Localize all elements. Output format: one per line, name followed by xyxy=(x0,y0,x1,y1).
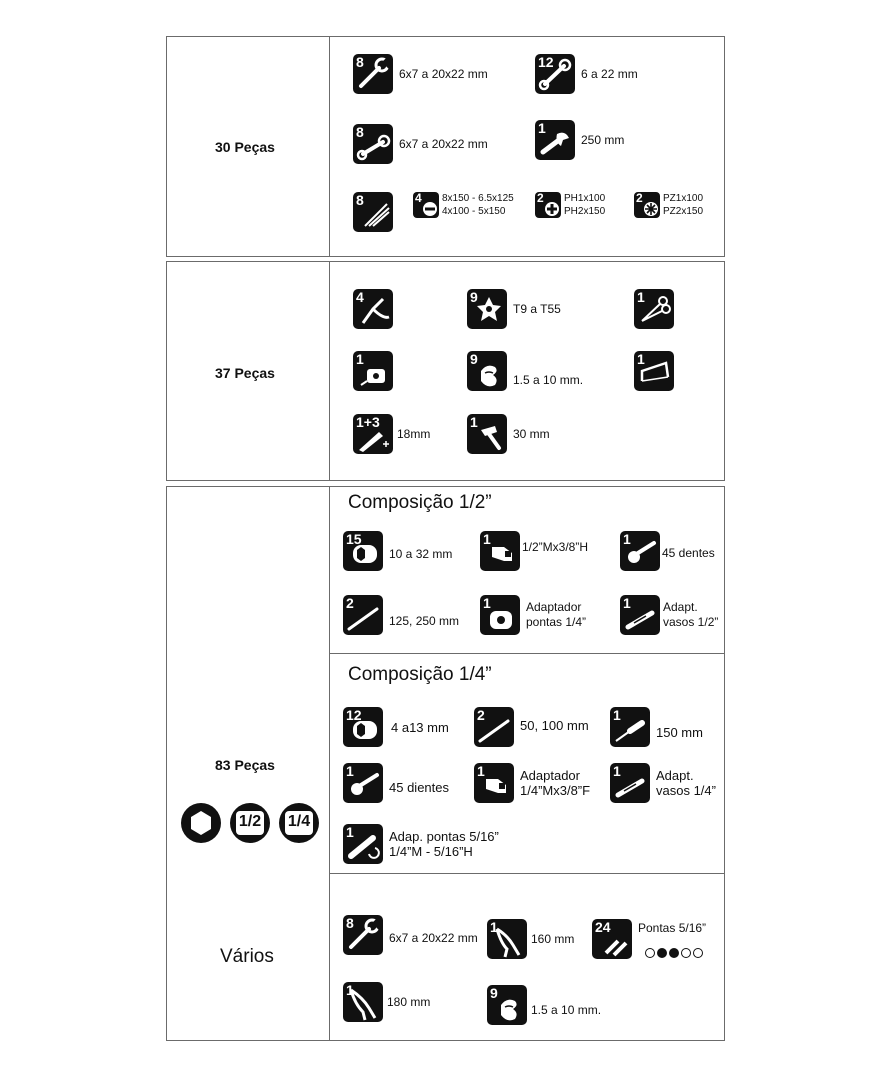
item-text: 150 mm xyxy=(656,724,703,740)
ratchet-icon: 1 xyxy=(343,763,383,803)
bit-types-icons xyxy=(645,948,703,958)
item-text: 125, 250 mm xyxy=(389,613,460,628)
composition-half-title: Composição 1/2” xyxy=(348,492,492,513)
section-divider xyxy=(329,487,330,1040)
pozidriv-bit-icon xyxy=(681,948,691,958)
item-torx xyxy=(467,289,561,329)
item-text: 1.5 a 10 mm. xyxy=(531,1002,602,1017)
half-inch-label: 1/2 xyxy=(238,813,262,830)
section-label-30: 30 Peças xyxy=(215,139,275,155)
item-text: Pontas 5/16” xyxy=(638,920,707,935)
item-text: 250 mm xyxy=(581,132,625,147)
item-flat-screwdriver xyxy=(413,192,514,218)
hacksaw-icon: 1 xyxy=(634,351,674,391)
item-spinner-quarter xyxy=(610,707,703,747)
item-text-1: Adapt. xyxy=(656,768,694,783)
item-socket-adapter-half xyxy=(620,595,718,635)
socket-icon: 15 xyxy=(343,531,383,571)
item-text: 45 dentes xyxy=(662,545,715,560)
item-text: 1.5 a 10 mm. xyxy=(513,372,584,387)
item-bit-adapter-half xyxy=(480,595,586,635)
hex-socket-icon xyxy=(180,802,222,849)
item-text: 6 a 22 mm xyxy=(581,66,638,81)
item-text-2: PH2x150 xyxy=(564,206,606,217)
phillips-bit-icon xyxy=(669,948,679,958)
item-text-1: Adapt. xyxy=(663,600,698,614)
adjustable-wrench-icon: 1 xyxy=(535,120,575,160)
item-ring-wrench xyxy=(353,124,488,164)
item-utility-knife xyxy=(353,414,430,454)
slot-bit-icon xyxy=(645,948,655,958)
item-bit-holder-quarter xyxy=(343,824,499,864)
item-text: 50, 100 mm xyxy=(520,717,589,733)
item-hacksaw xyxy=(634,351,674,391)
item-open-wrench-varios xyxy=(343,915,478,955)
socket-icon: 12 xyxy=(343,707,383,747)
item-hammer xyxy=(467,414,550,454)
item-text-2: pontas 1/4” xyxy=(526,615,587,629)
open-wrench-icon: 8 xyxy=(353,54,393,94)
section-divider xyxy=(329,37,330,256)
subsection-divider xyxy=(329,653,724,654)
item-text: 45 dientes xyxy=(389,779,449,795)
item-ratchet-quarter xyxy=(343,763,449,803)
open-wrench-icon: 8 xyxy=(343,915,383,955)
item-text-2: vasos 1/2” xyxy=(663,615,719,629)
item-text-2: 4x100 - 5x150 xyxy=(442,206,506,217)
item-scissors xyxy=(634,289,674,329)
item-text: 4 a13 mm xyxy=(391,719,449,735)
extension-bar-icon: 2 xyxy=(343,595,383,635)
item-hex-key xyxy=(467,351,583,391)
extension-bar-icon: 2 xyxy=(474,707,514,747)
item-extension-half xyxy=(343,595,459,635)
item-hex-key-varios xyxy=(487,985,601,1025)
item-tape-measure xyxy=(353,351,393,391)
item-pozidriv-screwdriver xyxy=(634,192,703,218)
section-divider xyxy=(329,262,330,480)
item-text: 10 a 32 mm xyxy=(389,546,453,561)
section-label-37: 37 Peças xyxy=(215,365,275,381)
item-text: 1/2”Mx3/8”H xyxy=(522,539,589,554)
item-text: 180 mm xyxy=(387,994,431,1009)
pliers-icon: 4 xyxy=(353,289,393,329)
item-text-1: PH1x100 xyxy=(564,193,606,204)
phillips-screwdriver-icon: 2 xyxy=(535,192,561,218)
section-label-varios: Vários xyxy=(220,946,274,967)
bit-adapter-icon: 1 xyxy=(480,595,520,635)
item-text: 160 mm xyxy=(531,931,575,946)
adapter-icon: 1 xyxy=(474,763,514,803)
flat-bit-icon xyxy=(657,948,667,958)
item-text-2: vasos 1/4” xyxy=(656,783,716,798)
ratchet-icon: 1 xyxy=(620,531,660,571)
scissors-icon: 1 xyxy=(634,289,674,329)
item-text: 30 mm xyxy=(513,426,550,441)
item-text: 6x7 a 20x22 mm xyxy=(399,66,488,81)
item-open-wrench xyxy=(353,54,488,94)
half-inch-icon xyxy=(229,802,271,849)
tape-measure-icon: 1 xyxy=(353,351,393,391)
item-text: 6x7 a 20x22 mm xyxy=(399,136,488,151)
item-socket-adapter-quarter xyxy=(610,763,716,803)
hex-key-icon: 9 xyxy=(487,985,527,1025)
subsection-divider xyxy=(329,873,724,874)
torx-bit-icon xyxy=(693,948,703,958)
ring-wrench-icon: 8 xyxy=(353,124,393,164)
long-nose-pliers-icon: 1 xyxy=(487,919,527,959)
pozidriv-screwdriver-icon: 2 xyxy=(634,192,660,218)
item-text: 6x7 a 20x22 mm xyxy=(389,930,478,945)
item-text-1: Adaptador xyxy=(520,768,580,783)
item-adapter-half xyxy=(480,531,588,571)
item-text-2: PZ2x150 xyxy=(663,206,704,217)
utility-knife-icon: 1+3 xyxy=(353,414,393,454)
flat-screwdriver-icon: 4 xyxy=(413,192,439,218)
adapter-icon: 1 xyxy=(480,531,520,571)
combination-wrench-icon: 12 xyxy=(535,54,575,94)
item-cutting-pliers xyxy=(343,982,430,1022)
spinner-handle-icon: 1 xyxy=(610,707,650,747)
item-socket-quarter xyxy=(343,707,449,747)
bit-holder-icon: 1 xyxy=(343,824,383,864)
item-phillips-screwdriver xyxy=(535,192,605,218)
item-extension-quarter xyxy=(474,707,589,747)
composition-quarter-title: Composição 1/4” xyxy=(348,664,492,685)
item-combination-wrench xyxy=(535,54,638,94)
section-label-83: 83 Peças xyxy=(215,757,275,773)
item-text-2: 1/4”Mx3/8”F xyxy=(520,783,591,798)
item-text-1: Adaptador xyxy=(526,600,582,614)
item-text-1: Adap. pontas 5/16” xyxy=(389,829,499,844)
socket-adapter-icon: 1 xyxy=(620,595,660,635)
socket-adapter-icon: 1 xyxy=(610,763,650,803)
item-pliers xyxy=(353,289,393,329)
hex-key-icon: 9 xyxy=(467,351,507,391)
bits-icon: 24 xyxy=(592,919,632,959)
item-ratchet-half xyxy=(620,531,715,571)
item-text: 18mm xyxy=(397,426,431,441)
item-text-1: 8x150 - 6.5x125 xyxy=(442,193,514,204)
item-adjustable-wrench xyxy=(535,120,624,160)
quarter-inch-icon xyxy=(278,802,320,849)
screwdriver-set-icon: 8 xyxy=(353,192,393,232)
item-socket-half xyxy=(343,531,452,571)
item-screwdriver-set xyxy=(353,192,393,232)
item-text-1: PZ1x100 xyxy=(663,193,704,204)
torx-icon: 9 xyxy=(467,289,507,329)
item-long-nose-pliers xyxy=(487,919,574,959)
quarter-inch-label: 1/4 xyxy=(287,813,311,830)
item-adapter-quarter xyxy=(474,763,590,803)
item-text-2: 1/4”M - 5/16”H xyxy=(389,844,473,859)
item-text: T9 a T55 xyxy=(513,301,561,316)
hammer-icon: 1 xyxy=(467,414,507,454)
cutting-pliers-icon: 1 xyxy=(343,982,383,1022)
